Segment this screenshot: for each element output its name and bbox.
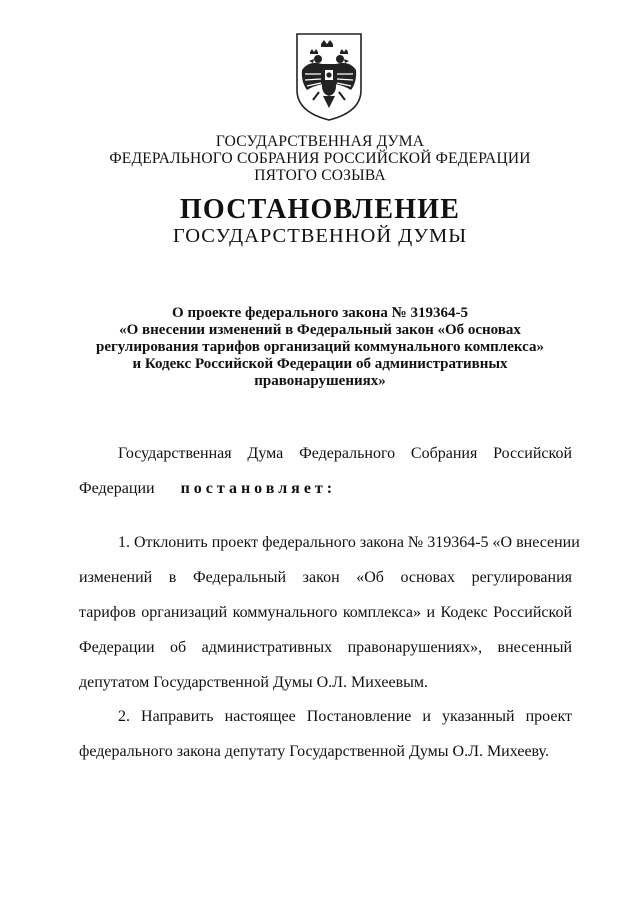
subject-line-3: регулирования тарифов организаций коммунального комплекса» bbox=[95, 339, 544, 355]
organization-line-1: ГОСУДАРСТВЕННАЯ ДУМА bbox=[215, 133, 425, 150]
paragraph-1-line-1: 1. Отклонить проект федерального закона № 319364-5 «О внесении bbox=[118, 534, 580, 551]
subject-line-1: О проекте федерального закона № 319364-5 bbox=[172, 305, 468, 321]
subject-line-5: правонарушениях» bbox=[254, 373, 386, 389]
document-title: ПОСТАНОВЛЕНИЕ bbox=[179, 194, 461, 225]
intro-line-2 bbox=[79, 480, 572, 498]
organization-line-2: ФЕДЕРАЛЬНОГО СОБРАНИЯ РОССИЙСКОЙ ФЕДЕРАЦИИ bbox=[109, 150, 531, 167]
paragraph-1-line-4: Федерации об административных правонарушениях», внесенный bbox=[79, 639, 572, 656]
paragraph-2-line-1: 2. Направить настоящее Постановление и указанный проект bbox=[118, 708, 572, 725]
subject-line-4: и Кодекс Российской Федерации об административных bbox=[132, 356, 508, 372]
paragraph-2-line-2: федерального закона депутату Государственной Думы О.Л. Михееву. bbox=[79, 743, 549, 760]
subject-line-2: «О внесении изменений в Федеральный закон «Об основах bbox=[119, 322, 521, 338]
paragraph-1-line-5: депутатом Государственной Думы О.Л. Михеевым. bbox=[79, 674, 428, 691]
intro-line-1: Государственная Дума Федерального Собрания Российской bbox=[118, 445, 572, 462]
paragraph-1-line-3: тарифов организаций коммунального комплекса» и Кодекс Российской bbox=[79, 604, 572, 621]
double-headed-eagle-emblem-icon bbox=[293, 30, 365, 122]
intro-federation-word: Федерации bbox=[79, 480, 155, 497]
document-subtitle: ГОСУДАРСТВЕННОЙ ДУМЫ bbox=[172, 225, 468, 247]
resolves-word: постановляет: bbox=[180, 480, 337, 497]
organization-line-3: ПЯТОГО СОЗЫВА bbox=[254, 167, 386, 184]
paragraph-1-line-2: изменений в Федеральный закон «Об основах регулирования bbox=[79, 569, 572, 586]
